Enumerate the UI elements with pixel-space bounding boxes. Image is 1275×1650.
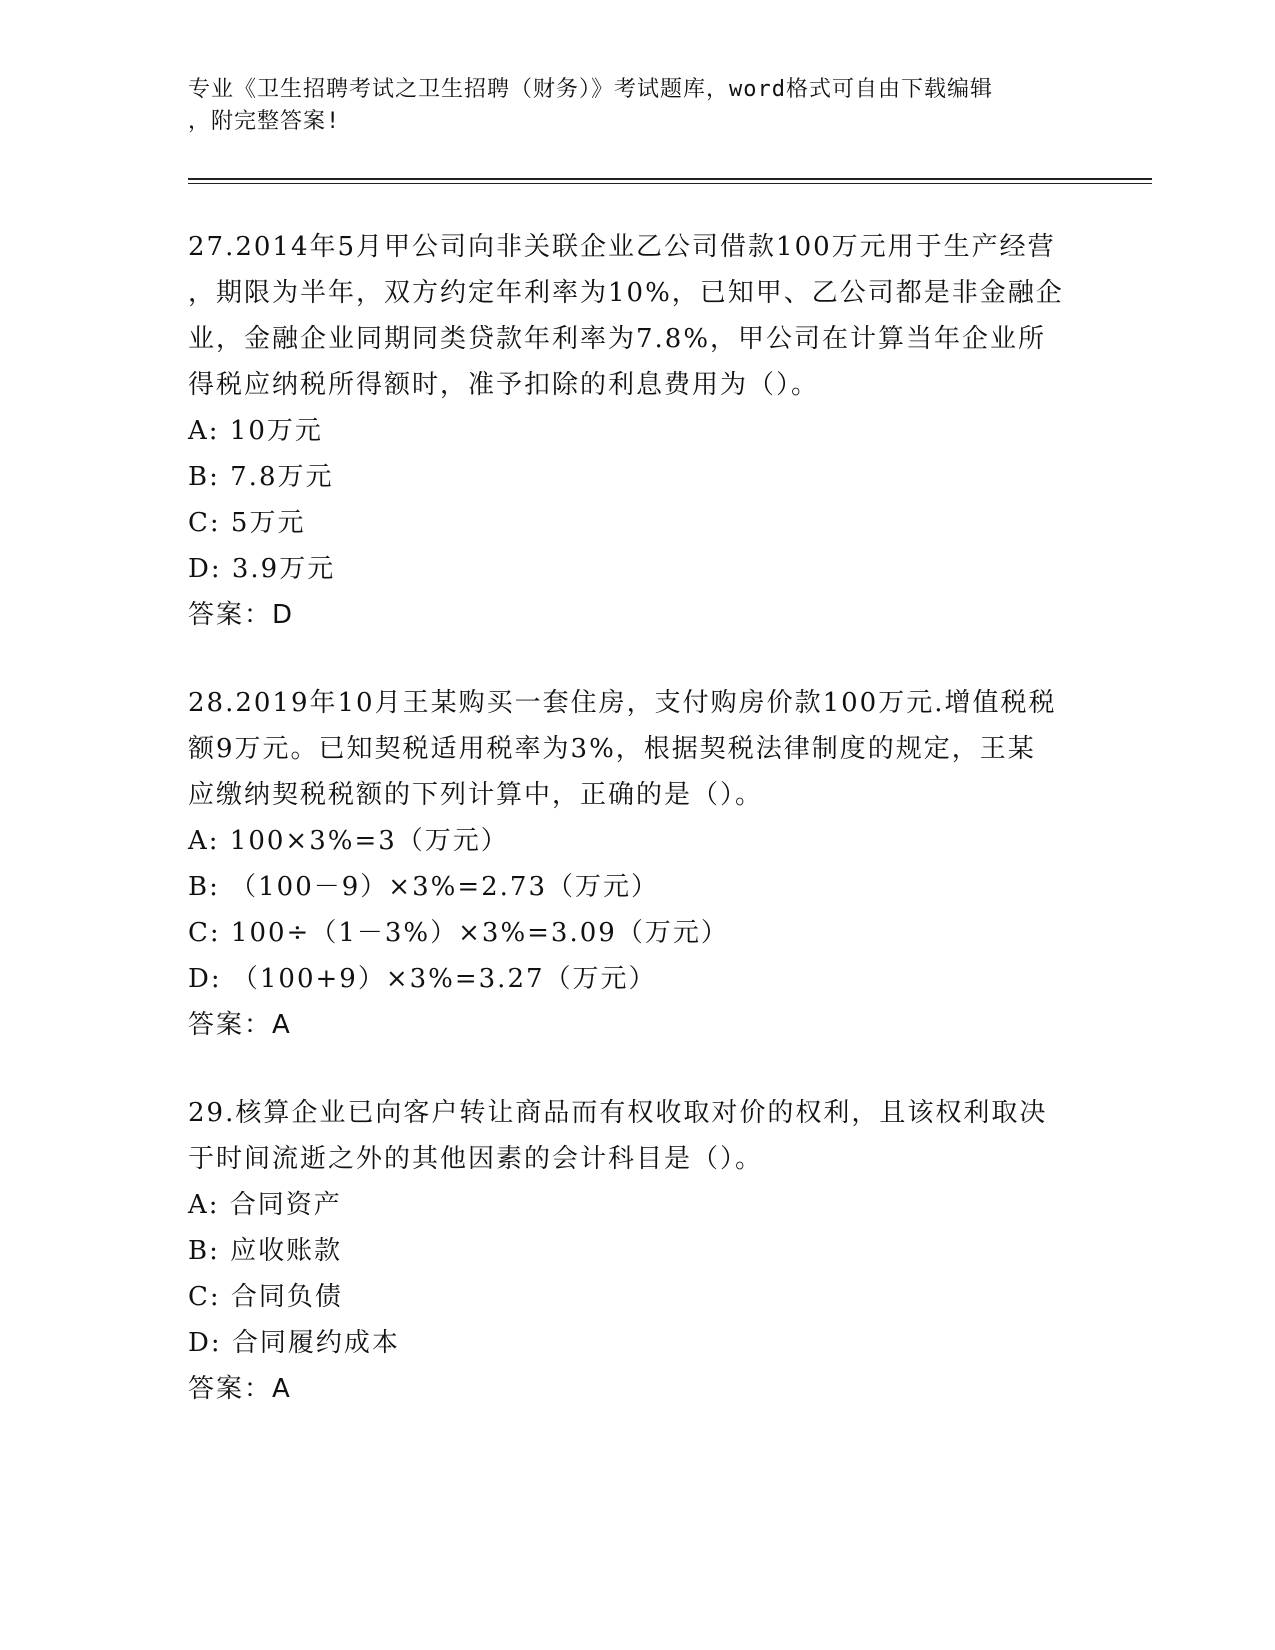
option-c: C: 100÷（1－3%）×3%=3.09（万元） (188, 918, 729, 948)
question-stem-line: 应缴纳契税税额的下列计算中，正确的是（）。 (188, 780, 764, 810)
question-stem-line: 额9万元。已知契税适用税率为3%，根据契税法律制度的规定，王某 (188, 734, 1036, 764)
option-c: C: 5万元 (188, 508, 306, 538)
option-b: B: 7.8万元 (188, 462, 334, 492)
option-a: A: 10万元 (188, 416, 323, 446)
question-stem-line: 业，金融企业同期同类贷款年利率为7.8%，甲公司在计算当年企业所 (188, 324, 1047, 354)
option-a: A: 合同资产 (188, 1190, 342, 1220)
question-stem-line: 于时间流逝之外的其他因素的会计科目是（）。 (188, 1144, 764, 1174)
option-d: D: （100+9）×3%=3.27（万元） (188, 964, 657, 994)
question-stem-line: ，期限为半年，双方约定年利率为10%，已知甲、乙公司都是非金融企 (188, 278, 1064, 308)
option-c: C: 合同负债 (188, 1282, 343, 1312)
question-28 (188, 680, 1088, 1048)
answer-label: 答案：A (188, 1010, 292, 1040)
header-line-1: 专业《卫生招聘考试之卫生招聘（财务）》考试题库，word格式可自由下载编辑 (188, 77, 993, 102)
question-stem-line: 得税应纳税所得额时，准予扣除的利息费用为（）。 (188, 370, 820, 400)
question-29 (188, 1090, 1088, 1412)
answer-label: 答案：D (188, 600, 295, 630)
question-stem-line: 29.核算企业已向客户转让商品而有权收取对价的权利，且该权利取决 (188, 1098, 1048, 1128)
header-line-2: ，附完整答案! (188, 109, 341, 134)
answer-label: 答案：A (188, 1374, 292, 1404)
header-divider (188, 178, 1152, 184)
option-d: D: 3.9万元 (188, 554, 336, 584)
option-b: B: 应收账款 (188, 1236, 343, 1266)
question-27 (188, 224, 1088, 638)
option-b: B: （100－9）×3%=2.73（万元） (188, 872, 660, 902)
question-stem-line: 28.2019年10月王某购买一套住房，支付购房价款100万元.增值税税 (188, 688, 1057, 718)
option-a: A: 100×3%=3（万元） (188, 826, 509, 856)
question-stem-line: 27.2014年5月甲公司向非关联企业乙公司借款100万元用于生产经营 (188, 232, 1056, 262)
document-header (188, 74, 1088, 138)
option-d: D: 合同履约成本 (188, 1328, 400, 1358)
